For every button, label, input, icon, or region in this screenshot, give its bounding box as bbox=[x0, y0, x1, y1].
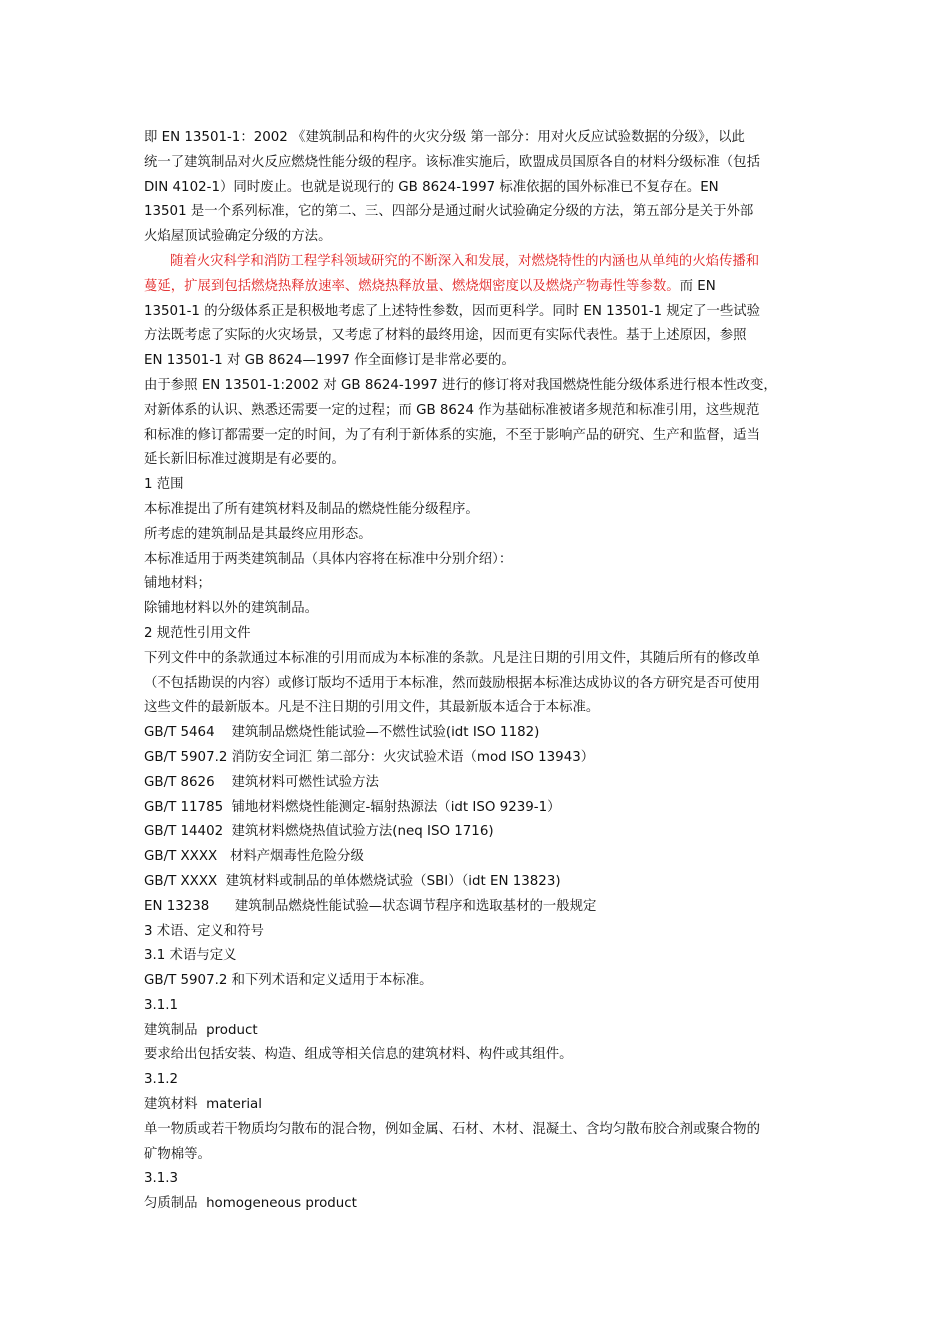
reference-item: GB/T XXXX 材料产烟毒性危险分级 bbox=[144, 849, 364, 865]
term-number: 3.1.2 bbox=[144, 1072, 179, 1088]
highlighted-text-line bbox=[144, 275, 812, 300]
term-definition: 矿物棉等。 bbox=[144, 1146, 211, 1162]
document-body bbox=[144, 126, 812, 1217]
reference-item: EN 13238 建筑制品燃烧性能试验—状态调节程序和选取基材的一般规定 bbox=[144, 898, 597, 914]
text-line: 对新体系的认识、熟悉还需要一定的过程；而 GB 8624 作为基础标准被诸多规范和标准引用，这些规范 bbox=[144, 402, 760, 418]
text-line: DIN 4102-1）同时废止。也就是说现行的 GB 8624-1997 标准依据的国外标准已不复存在。EN bbox=[144, 179, 719, 195]
reference-item: GB/T 8626 建筑材料可燃性试验方法 bbox=[144, 774, 379, 790]
text-line: 延长新旧标准过渡期是有必要的。 bbox=[144, 452, 345, 468]
highlighted-text-line bbox=[144, 250, 812, 275]
reference-item: GB/T 5907.2 消防安全词汇 第二部分：火灾试验术语（mod ISO 13943） bbox=[144, 749, 595, 765]
list-item: 除铺地材料以外的建筑制品。 bbox=[144, 601, 319, 617]
term-title: 建筑材料 material bbox=[144, 1097, 262, 1113]
text-line: 统一了建筑制品对火反应燃烧性能分级的程序。该标准实施后，欧盟成员国原各自的材料分级标准（包括 bbox=[144, 154, 760, 170]
text-line: 即 EN 13501-1：2002 《建筑制品和构件的火灾分级 第一部分：用对火反应试验数据的分级》，以此 bbox=[144, 130, 745, 145]
text-line: 13501-1 的分级体系正是积极地考虑了上述特性参数，因而更科学。同时 EN 13501-1 规定了一些试验 bbox=[144, 303, 761, 319]
section-heading: 3 术语、定义和符号 bbox=[144, 923, 264, 939]
text-segment: 而 EN bbox=[679, 278, 716, 294]
term-number: 3.1.1 bbox=[144, 997, 179, 1013]
term-number: 3.1.3 bbox=[144, 1171, 179, 1187]
reference-item: GB/T 5464 建筑制品燃烧性能试验—不燃性试验(idt ISO 1182) bbox=[144, 725, 540, 741]
section-heading: 2 规范性引用文件 bbox=[144, 625, 251, 641]
text-line: 所考虑的建筑制品是其最终应用形态。 bbox=[144, 526, 372, 542]
text-line: 本标准提出了所有建筑材料及制品的燃烧性能分级程序。 bbox=[144, 501, 479, 517]
highlighted-text: 随着火灾科学和消防工程学科领域研究的不断深入和发展，对燃烧特性的内涵也从单纯的火焰传播和 bbox=[170, 253, 760, 269]
text-line: 和标准的修订都需要一定的时间，为了有利于新体系的实施，不至于影响产品的研究、生产和监督，适当 bbox=[144, 427, 760, 443]
term-title: 匀质制品 homogeneous product bbox=[144, 1196, 357, 1212]
reference-item: GB/T XXXX 建筑材料或制品的单体燃烧试验（SBI）（idt EN 13823) bbox=[144, 873, 561, 889]
text-line: 火焰屋顶试验确定分级的方法。 bbox=[144, 229, 332, 245]
section-heading: 1 范围 bbox=[144, 477, 184, 493]
text-line: 由于参照 EN 13501-1:2002 对 GB 8624-1997 进行的修订将对我国燃烧性能分级体系进行根本性改变， bbox=[144, 377, 777, 393]
text-line: GB/T 5907.2 和下列术语和定义适用于本标准。 bbox=[144, 973, 433, 989]
text-line: 这些文件的最新版本。凡是不注日期的引用文件，其最新版本适合于本标准。 bbox=[144, 700, 600, 716]
term-definition: 单一物质或若干物质均匀散布的混合物，例如金属、石材、木材、混凝土、含均匀散布胶合剂或聚合物的 bbox=[144, 1121, 760, 1137]
list-item: 铺地材料； bbox=[144, 576, 211, 592]
text-line: 下列文件中的条款通过本标准的引用而成为本标准的条款。凡是注日期的引用文件，其随后所有的修改单 bbox=[144, 650, 760, 666]
text-line: EN 13501-1 对 GB 8624—1997 作全面修订是非常必要的。 bbox=[144, 353, 515, 369]
term-definition: 要求给出包括安装、构造、组成等相关信息的建筑材料、构件或其组件。 bbox=[144, 1047, 573, 1063]
term-title: 建筑制品 product bbox=[144, 1022, 258, 1038]
text-line: 13501 是一个系列标准，它的第二、三、四部分是通过耐火试验确定分级的方法，第五部分是关于外部 bbox=[144, 204, 754, 220]
reference-item: GB/T 11785 铺地材料燃烧性能测定-辐射热源法（idt ISO 9239-1） bbox=[144, 799, 561, 815]
text-line: 方法既考虑了实际的火灾场景，又考虑了材料的最终用途，因而更有实际代表性。基于上述原因，参照 bbox=[144, 328, 747, 344]
reference-item: GB/T 14402 建筑材料燃烧热值试验方法(neq ISO 1716) bbox=[144, 824, 494, 840]
text-line: 本标准适用于两类建筑制品（具体内容将在标准中分别介绍）： bbox=[144, 551, 513, 567]
subsection-heading: 3.1 术语与定义 bbox=[144, 948, 237, 964]
text-line: （不包括勘误的内容）或修订版均不适用于本标准，然而鼓励根据本标准达成协议的各方研究是否可使用 bbox=[144, 675, 760, 691]
highlighted-text: 蔓延，扩展到包括燃烧热释放速率、燃烧热释放量、燃烧烟密度以及燃烧产物毒性等参数。 bbox=[144, 278, 680, 294]
